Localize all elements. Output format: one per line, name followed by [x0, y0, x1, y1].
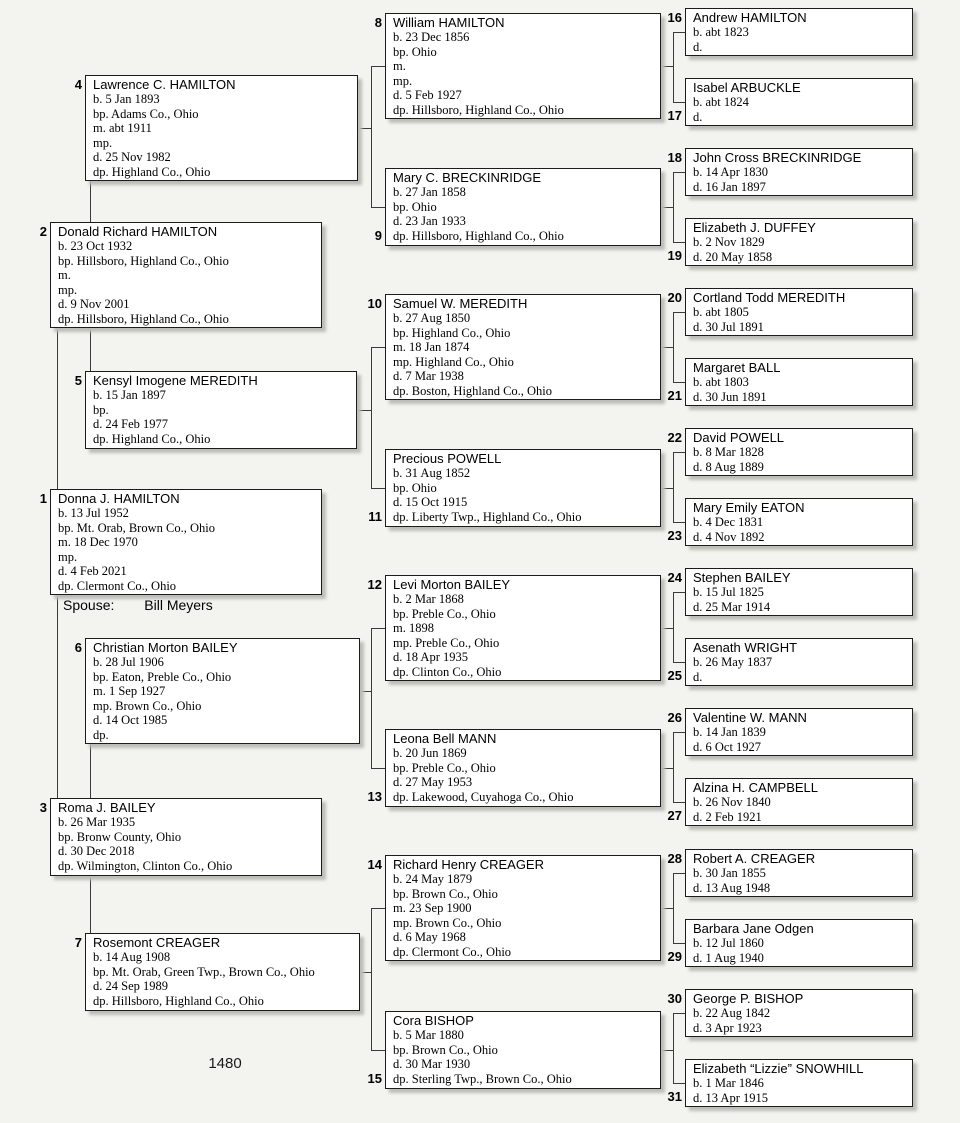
person-detail: dp. Lakewood, Cuyahoga Co., Ohio: [393, 789, 574, 804]
page-number: 1480: [208, 1055, 242, 1072]
person-detail: b. 14 Apr 1830: [693, 165, 768, 179]
person-detail: d. 30 Mar 1930: [393, 1057, 471, 1071]
person-detail: d. 30 Jul 1891: [693, 319, 764, 334]
person-name: Margaret BALL: [693, 360, 781, 375]
person-box-6: [74, 638, 360, 744]
person-detail: m. abt 1911: [93, 121, 152, 135]
person-detail: d. 4 Nov 1892: [693, 529, 765, 544]
person-detail: dp.: [93, 727, 109, 742]
person-name: Donald Richard HAMILTON: [58, 224, 218, 239]
pedigree-number: 30: [667, 991, 682, 1006]
person-detail: d. 2 Feb 1921: [693, 809, 762, 824]
connector-line: [371, 488, 385, 489]
connector-line: [673, 32, 674, 103]
person-detail: mp.: [58, 282, 78, 297]
person-detail: bp. Bronw County, Ohio: [58, 829, 182, 844]
spouse-name: Bill Meyers: [144, 597, 213, 613]
person-name: Andrew HAMILTON: [693, 10, 807, 25]
connector-line: [661, 207, 673, 208]
person-detail: m. 1898: [393, 621, 434, 635]
pedigree-number: 22: [667, 430, 682, 445]
pedigree-number: 16: [667, 10, 682, 25]
person-detail: mp. Highland Co., Ohio: [393, 354, 514, 369]
person-name: Mary Emily EATON: [693, 500, 805, 515]
connector-line: [673, 452, 674, 523]
connector-line: [661, 347, 673, 348]
connector-line: [371, 1050, 385, 1051]
person-detail: d. 25 Mar 1914: [693, 599, 771, 614]
person-detail: d. 20 May 1858: [693, 249, 773, 264]
person-detail: b. 26 May 1837: [693, 655, 773, 669]
person-detail: m. 18 Dec 1970: [58, 535, 138, 549]
person-detail: mp. Preble Co., Ohio: [393, 635, 500, 650]
person-detail: b. 20 Jun 1869: [393, 746, 467, 760]
person-detail: d. 18 Apr 1935: [393, 650, 468, 664]
person-name: William HAMILTON: [393, 15, 505, 30]
spouse-row: [63, 597, 213, 613]
connector-line: [661, 488, 673, 489]
person-detail: bp. Brown Co., Ohio: [393, 1042, 498, 1057]
connector-line: [90, 744, 91, 798]
person-box-20: [667, 288, 913, 336]
pedigree-number: 8: [374, 15, 382, 30]
person-name: Donna J. HAMILTON: [58, 491, 180, 506]
person-name: Alzina H. CAMPBELL: [693, 780, 818, 795]
connector-line: [661, 1050, 673, 1051]
connector-line: [673, 802, 685, 803]
person-detail: d. 6 Oct 1927: [693, 739, 762, 754]
person-detail: d. 5 Feb 1927: [393, 88, 462, 102]
person-detail: d. 13 Apr 1915: [693, 1090, 768, 1105]
person-box-14: [367, 855, 661, 961]
person-detail: d. 1 Aug 1940: [693, 950, 764, 965]
person-name: Precious POWELL: [393, 451, 502, 466]
person-detail: d. 14 Oct 1985: [93, 713, 168, 727]
person-detail: d. 27 May 1953: [393, 775, 473, 789]
person-name: Asenath WRIGHT: [693, 640, 798, 655]
person-detail: b. 26 Mar 1935: [58, 815, 136, 829]
person-detail: b. 26 Nov 1840: [693, 795, 771, 809]
person-detail: d. 24 Feb 1977: [93, 417, 168, 431]
pedigree-number: 15: [367, 1071, 382, 1086]
person-name: Barbara Jane Odgen: [693, 921, 814, 936]
person-name: Roma J. BAILEY: [58, 800, 156, 815]
pedigree-number: 26: [667, 710, 682, 725]
person-detail: mp.: [93, 135, 113, 150]
connector-line: [673, 312, 674, 383]
person-detail: b. 24 May 1879: [393, 872, 473, 886]
person-detail: dp. Clinton Co., Ohio: [393, 664, 502, 679]
connector-line: [357, 410, 371, 411]
person-detail: b. abt 1803: [693, 375, 749, 389]
person-box-13: [367, 729, 661, 807]
connector-line: [673, 312, 685, 313]
person-box-29: [667, 919, 913, 967]
person-detail: bp. Highland Co., Ohio: [393, 325, 511, 340]
person-box-26: [667, 708, 913, 756]
connector-line: [673, 732, 674, 803]
person-detail: b. 23 Oct 1932: [58, 239, 133, 253]
person-detail: b. 1 Mar 1846: [693, 1076, 764, 1090]
person-detail: bp. Ohio: [393, 480, 437, 495]
connector-line: [673, 1013, 674, 1084]
person-box-2: [39, 222, 322, 328]
person-box-24: [667, 568, 913, 616]
person-box-21: [667, 358, 913, 406]
person-detail: bp. Mt. Orab, Brown Co., Ohio: [58, 520, 215, 535]
person-detail: b. 27 Jan 1858: [393, 185, 466, 199]
person-detail: dp. Highland Co., Ohio: [93, 164, 211, 179]
person-box-18: [667, 148, 913, 196]
person-detail: d. 24 Sep 1989: [93, 979, 168, 993]
connector-line: [57, 328, 58, 489]
person-detail: d. 15 Oct 1915: [393, 495, 468, 509]
person-box-22: [667, 428, 913, 476]
person-name: Mary C. BRECKINRIDGE: [393, 170, 542, 185]
connector-line: [90, 328, 91, 371]
person-detail: m.: [58, 268, 71, 282]
person-name: Elizabeth “Lizzie” SNOWHILL: [693, 1061, 864, 1076]
person-detail: mp. Brown Co., Ohio: [393, 915, 502, 930]
connector-line: [673, 732, 685, 733]
person-detail: b. 14 Aug 1908: [93, 950, 171, 964]
person-name: Elizabeth J. DUFFEY: [693, 220, 816, 235]
person-box-5: [74, 371, 357, 449]
pedigree-number: 12: [367, 577, 382, 592]
connector-line: [371, 628, 385, 629]
connector-line: [360, 972, 371, 973]
person-box-12: [367, 575, 661, 681]
person-detail: d. 30 Dec 2018: [58, 844, 135, 858]
pedigree-number: 18: [667, 150, 682, 165]
person-name: Cora BISHOP: [393, 1013, 474, 1028]
connector-line: [673, 943, 685, 944]
person-detail: bp. Ohio: [393, 199, 437, 214]
person-box-9: [374, 168, 661, 246]
person-box-27: [667, 778, 913, 826]
pedigree-number: 7: [74, 935, 82, 950]
person-detail: bp. Hillsboro, Highland Co., Ohio: [58, 253, 229, 268]
connector-line: [673, 242, 685, 243]
connector-line: [371, 347, 385, 348]
person-detail: d. 9 Nov 2001: [58, 297, 130, 311]
pedigree-number: 1: [39, 491, 47, 506]
person-name: Robert A. CREAGER: [693, 851, 816, 866]
person-detail: d. 13 Aug 1948: [693, 880, 771, 895]
person-detail: b. 8 Mar 1828: [693, 445, 764, 459]
person-detail: bp.: [93, 402, 109, 417]
person-detail: d.: [693, 109, 703, 124]
person-detail: d. 7 Mar 1938: [393, 369, 464, 383]
person-detail: bp. Mt. Orab, Green Twp., Brown Co., Ohio: [93, 964, 315, 979]
person-detail: dp. Hillsboro, Highland Co., Ohio: [58, 311, 229, 326]
person-detail: b. abt 1805: [693, 305, 749, 319]
person-box-25: [667, 638, 913, 686]
person-box-4: [74, 75, 358, 181]
person-name: David POWELL: [693, 430, 785, 445]
connector-line: [673, 382, 685, 383]
pedigree-number: 3: [39, 800, 47, 815]
person-box-15: [367, 1011, 661, 1089]
pedigree-number: 20: [667, 290, 682, 305]
person-name: Stephen BAILEY: [693, 570, 791, 585]
pedigree-number: 19: [667, 248, 682, 263]
person-detail: d.: [693, 39, 703, 54]
person-detail: dp. Clermont Co., Ohio: [58, 578, 177, 593]
person-detail: m. 1 Sep 1927: [93, 684, 166, 698]
person-box-1: [39, 489, 322, 595]
person-box-10: [367, 294, 661, 400]
person-box-30: [667, 989, 913, 1037]
connector-line: [661, 908, 673, 909]
person-name: John Cross BRECKINRIDGE: [693, 150, 862, 165]
person-detail: b. 5 Mar 1880: [393, 1028, 464, 1042]
person-detail: dp. Boston, Highland Co., Ohio: [393, 383, 553, 398]
pedigree-number: 25: [667, 668, 682, 683]
person-box-11: [368, 449, 661, 527]
pedigree-number: 29: [667, 949, 682, 964]
person-detail: dp. Wilmington, Clinton Co., Ohio: [58, 858, 233, 873]
person-detail: b. 2 Mar 1868: [393, 592, 464, 606]
person-detail: dp. Hillsboro, Highland Co., Ohio: [393, 228, 564, 243]
connector-line: [673, 592, 685, 593]
connector-line: [371, 768, 385, 769]
person-name: Cortland Todd MEREDITH: [693, 290, 846, 305]
pedigree-number: 10: [367, 296, 382, 311]
connector-line: [371, 908, 385, 909]
person-name: Richard Henry CREAGER: [393, 857, 544, 872]
connector-line: [371, 207, 385, 208]
person-name: George P. BISHOP: [693, 991, 804, 1006]
connector-line: [371, 347, 372, 489]
connector-line: [673, 662, 685, 663]
connector-line: [673, 452, 685, 453]
person-box-17: [667, 78, 913, 126]
person-detail: m. 23 Sep 1900: [393, 901, 472, 915]
person-detail: dp. Clermont Co., Ohio: [393, 944, 512, 959]
person-detail: d.: [693, 669, 703, 684]
person-detail: b. 2 Nov 1829: [693, 235, 765, 249]
person-detail: b. 22 Aug 1842: [693, 1006, 771, 1020]
pedigree-number: 14: [367, 857, 382, 872]
person-name: Leona Bell MANN: [393, 731, 497, 746]
person-detail: d. 23 Jan 1933: [393, 214, 466, 228]
connector-line: [360, 691, 371, 692]
person-detail: b. 15 Jan 1897: [93, 388, 166, 402]
connector-line: [371, 628, 372, 769]
pedigree-number: 4: [74, 77, 82, 92]
connector-line: [661, 628, 673, 629]
person-box-31: [667, 1059, 913, 1107]
connector-line: [358, 128, 371, 129]
person-detail: b. 12 Jul 1860: [693, 936, 764, 950]
connector-line: [57, 595, 58, 798]
connector-line: [673, 592, 674, 663]
person-detail: d. 25 Nov 1982: [93, 150, 171, 164]
pedigree-number: 21: [667, 388, 682, 403]
person-detail: b. 15 Jul 1825: [693, 585, 764, 599]
pedigree-number: 6: [74, 640, 82, 655]
person-detail: mp.: [58, 549, 78, 564]
person-detail: b. 28 Jul 1906: [93, 655, 164, 669]
person-name: Kensyl Imogene MEREDITH: [93, 373, 258, 388]
person-detail: bp. Ohio: [393, 44, 437, 59]
person-box-7: [74, 933, 360, 1011]
connector-line: [371, 66, 385, 67]
person-detail: bp. Brown Co., Ohio: [393, 886, 498, 901]
connector-line: [673, 172, 685, 173]
pedigree-number: 2: [39, 224, 47, 239]
connector-line: [673, 1083, 685, 1084]
pedigree-number: 9: [374, 228, 382, 243]
connector-line: [90, 181, 91, 222]
person-detail: bp. Eaton, Preble Co., Ohio: [93, 669, 232, 684]
connector-line: [673, 172, 674, 243]
person-detail: m.: [393, 59, 406, 73]
person-box-16: [667, 8, 913, 56]
connector-line: [661, 66, 673, 67]
pedigree-number: 23: [667, 528, 682, 543]
person-name: Rosemont CREAGER: [93, 935, 221, 950]
person-detail: b. 27 Aug 1850: [393, 311, 471, 325]
connector-line: [673, 873, 685, 874]
person-detail: dp. Highland Co., Ohio: [93, 431, 211, 446]
person-name: Levi Morton BAILEY: [393, 577, 511, 592]
person-box-3: [39, 798, 322, 876]
person-name: Lawrence C. HAMILTON: [93, 77, 236, 92]
person-detail: mp. Brown Co., Ohio: [93, 698, 202, 713]
pedigree-number: 11: [368, 509, 382, 524]
connector-line: [371, 908, 372, 1051]
person-detail: b. 5 Jan 1893: [93, 92, 160, 106]
connector-line: [371, 66, 372, 208]
person-detail: m. 18 Jan 1874: [393, 340, 470, 354]
pedigree-number: 28: [667, 851, 682, 866]
person-detail: dp. Sterling Twp., Brown Co., Ohio: [393, 1071, 572, 1086]
connector-line: [673, 32, 685, 33]
person-detail: d. 16 Jan 1897: [693, 179, 766, 194]
pedigree-number: 24: [667, 570, 682, 585]
person-detail: bp. Preble Co., Ohio: [393, 606, 496, 621]
person-detail: b. 31 Aug 1852: [393, 466, 471, 480]
person-detail: b. 30 Jan 1855: [693, 866, 766, 880]
connector-line: [661, 768, 673, 769]
person-detail: b. 23 Dec 1856: [393, 30, 470, 44]
pedigree-number: 31: [667, 1089, 682, 1104]
pedigree-number: 5: [74, 373, 82, 388]
person-detail: b. 13 Jul 1952: [58, 506, 129, 520]
person-box-28: [667, 849, 913, 897]
person-detail: d. 6 May 1968: [393, 930, 466, 944]
person-name: Christian Morton BAILEY: [93, 640, 238, 655]
connector-line: [90, 876, 91, 933]
person-box-19: [667, 218, 913, 266]
connector-line: [673, 102, 685, 103]
person-detail: d. 3 Apr 1923: [693, 1020, 762, 1035]
spouse-label: Spouse:: [63, 597, 115, 613]
person-detail: bp. Preble Co., Ohio: [393, 760, 496, 775]
person-name: Valentine W. MANN: [693, 710, 807, 725]
person-detail: dp. Hillsboro, Highland Co., Ohio: [393, 102, 564, 117]
pedigree-number: 27: [667, 808, 682, 823]
pedigree-number: 17: [667, 108, 682, 123]
person-detail: d. 4 Feb 2021: [58, 564, 127, 578]
person-detail: dp. Hillsboro, Highland Co., Ohio: [93, 993, 264, 1008]
connector-line: [673, 522, 685, 523]
person-detail: b. 4 Dec 1831: [693, 515, 764, 529]
connector-line: [673, 873, 674, 944]
person-detail: b. abt 1823: [693, 25, 749, 39]
pedigree-number: 13: [367, 789, 382, 804]
person-detail: bp. Adams Co., Ohio: [93, 106, 199, 121]
person-box-8: [374, 13, 661, 119]
person-detail: d. 8 Aug 1889: [693, 459, 764, 474]
person-detail: b. 14 Jan 1839: [693, 725, 766, 739]
person-detail: mp.: [393, 73, 413, 88]
person-detail: b. abt 1824: [693, 95, 749, 109]
connector-line: [673, 1013, 685, 1014]
person-detail: dp. Liberty Twp., Highland Co., Ohio: [393, 509, 582, 524]
person-name: Samuel W. MEREDITH: [393, 296, 528, 311]
person-name: Isabel ARBUCKLE: [693, 80, 801, 95]
person-box-23: [667, 498, 913, 546]
person-detail: d. 30 Jun 1891: [693, 389, 767, 404]
